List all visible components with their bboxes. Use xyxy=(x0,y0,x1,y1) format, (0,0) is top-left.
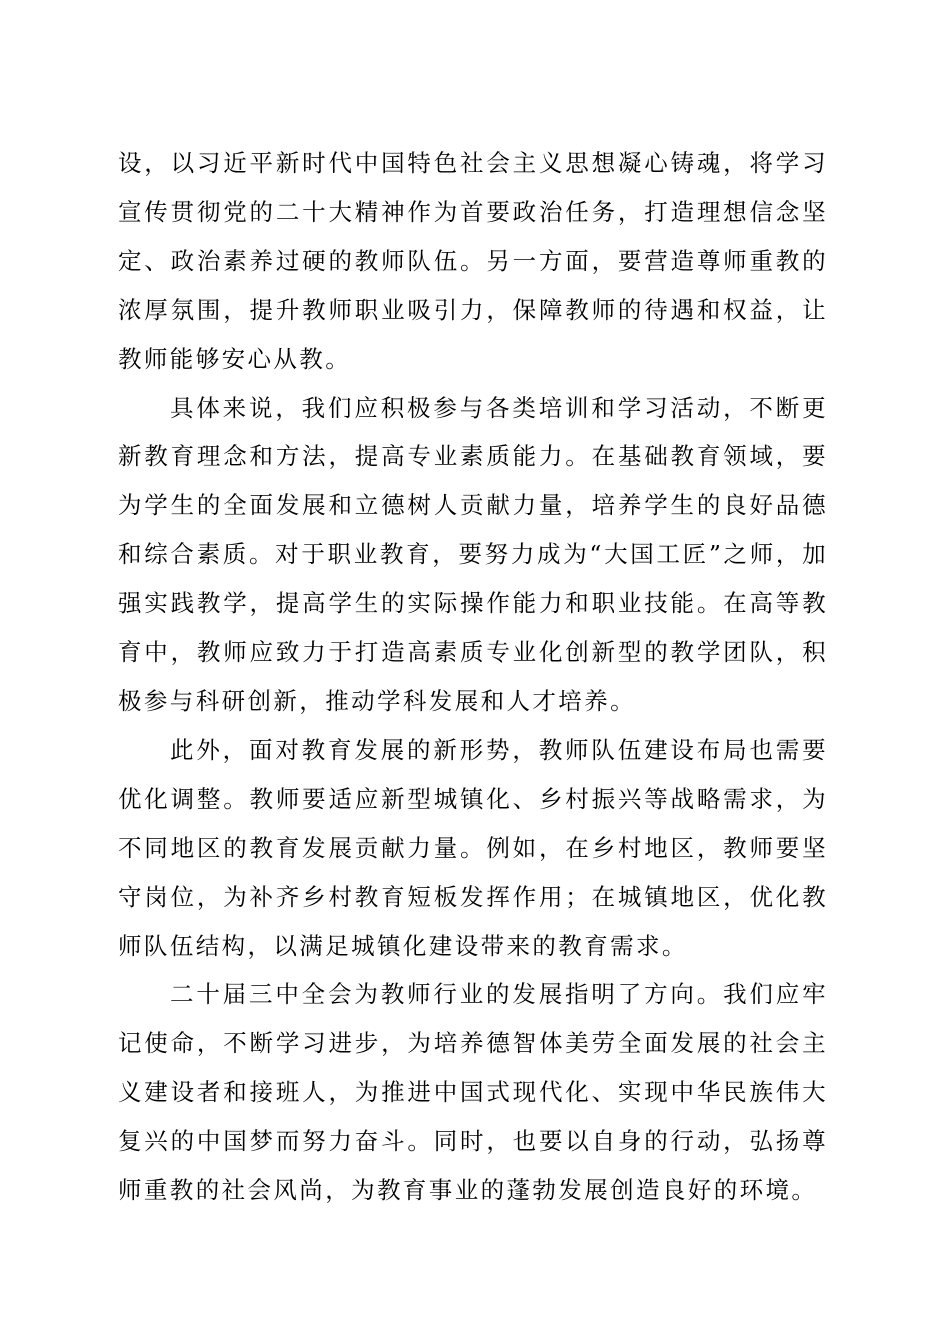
paragraph-continued: 设，以习近平新时代中国特色社会主义思想凝心铸魂，将学习宣传贯彻党的二十大精神作为首要政治任务，打造理想信念坚定、政治素养过硬的教师队伍。另一方面，要营造尊师重教的浓厚氛围，提升教师职业吸引力，保障教师的待遇和权益，让教师能够安心从教。 xyxy=(118,149,828,373)
paragraph-specifics: 具体来说，我们应积极参与各类培训和学习活动，不断更新教育理念和方法，提高专业素质能力。在基础教育领域，要为学生的全面发展和立德树人贡献力量，培养学生的良好品德和综合素质。对于职业教育，要努力成为“大国工匠”之师，加强实践教学，提高学生的实际操作能力和职业技能。在高等教育中，教师应致力于打造高素质专业化创新型的教学团队，积极参与科研创新，推动学科发展和人才培养。 xyxy=(118,393,828,715)
paragraph-layout-optimization: 此外，面对教育发展的新形势，教师队伍建设布局也需要优化调整。教师要适应新型城镇化、乡村振兴等战略需求，为不同地区的教育发展贡献力量。例如，在乡村地区，教师要坚守岗位，为补齐乡村教育短板发挥作用；在城镇地区，优化教师队伍结构，以满足城镇化建设带来的教育需求。 xyxy=(118,735,828,960)
paragraph-conclusion: 二十届三中全会为教师行业的发展指明了方向。我们应牢记使命，不断学习进步，为培养德智体美劳全面发展的社会主义建设者和接班人，为推进中国式现代化、实现中华民族伟大复兴的中国梦而努力奋斗。同时，也要以自身的行动，弘扬尊师重教的社会风尚，为教育事业的蓬勃发展创造良好的环境。 xyxy=(118,980,828,1205)
document-body xyxy=(118,139,828,1215)
